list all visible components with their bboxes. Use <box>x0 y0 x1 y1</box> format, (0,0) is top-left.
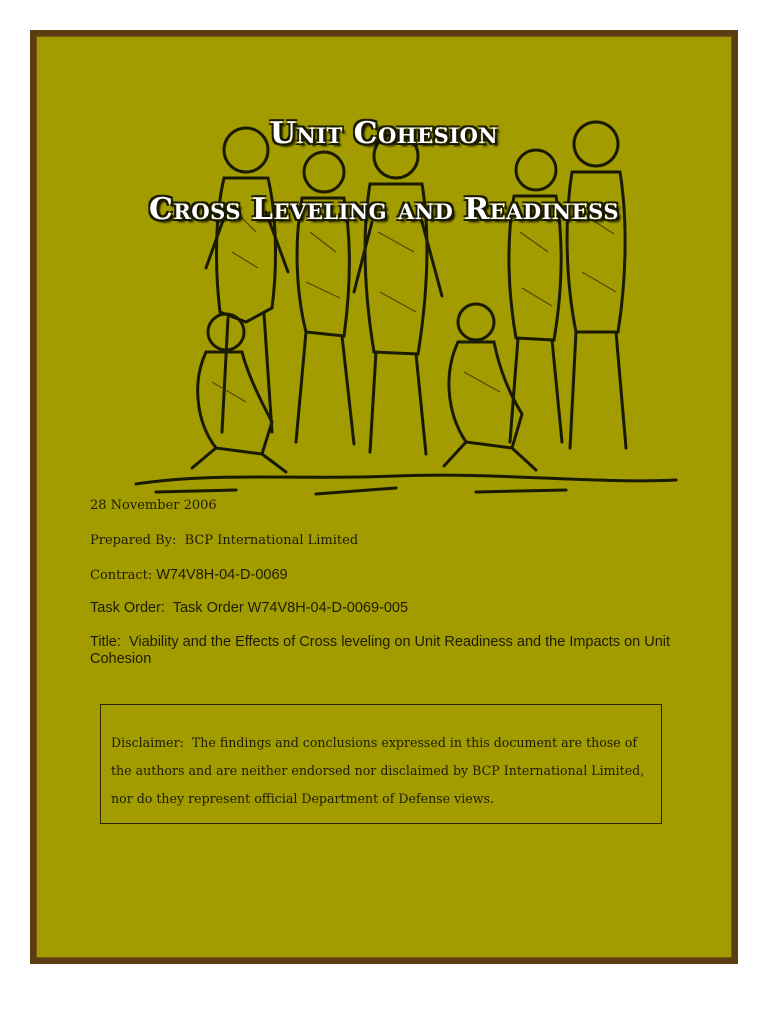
task-order-line <box>90 600 408 616</box>
document-date: 28 November 2006 <box>90 498 217 513</box>
title-value: Viability and the Effects of Cross leveling on Unit Readiness and the Impacts on Unit Cohesion <box>90 634 671 667</box>
document-cover <box>30 30 738 964</box>
task-order-value: Task Order W74V8H-04-D-0069-005 <box>172 600 409 616</box>
title-line-2: Cross Leveling and Readiness <box>149 192 619 227</box>
contract-value: W74V8H-04-D-0069 <box>156 567 288 583</box>
disclaimer-box <box>100 704 662 824</box>
disclaimer-label: Disclaimer: <box>111 735 184 750</box>
contract-label: Contract: <box>90 568 153 583</box>
prepared-by-label: Prepared By: <box>90 533 177 548</box>
contract-line <box>90 566 288 584</box>
title-line-1: Unit Cohesion <box>269 116 499 151</box>
soldiers-illustration <box>96 92 686 512</box>
prepared-by-value: BCP International Limited <box>184 533 359 548</box>
prepared-by-line <box>90 533 358 548</box>
disclaimer-text: The findings and conclusions expressed in this document are those of the authors and are neither endorsed nor disclaimed by BCP International Limited, nor do they represent official Department of Defense views. <box>111 735 645 806</box>
task-order-label: Task Order: <box>90 600 165 616</box>
document-title-line <box>90 634 680 668</box>
title-label: Title: <box>90 634 121 650</box>
